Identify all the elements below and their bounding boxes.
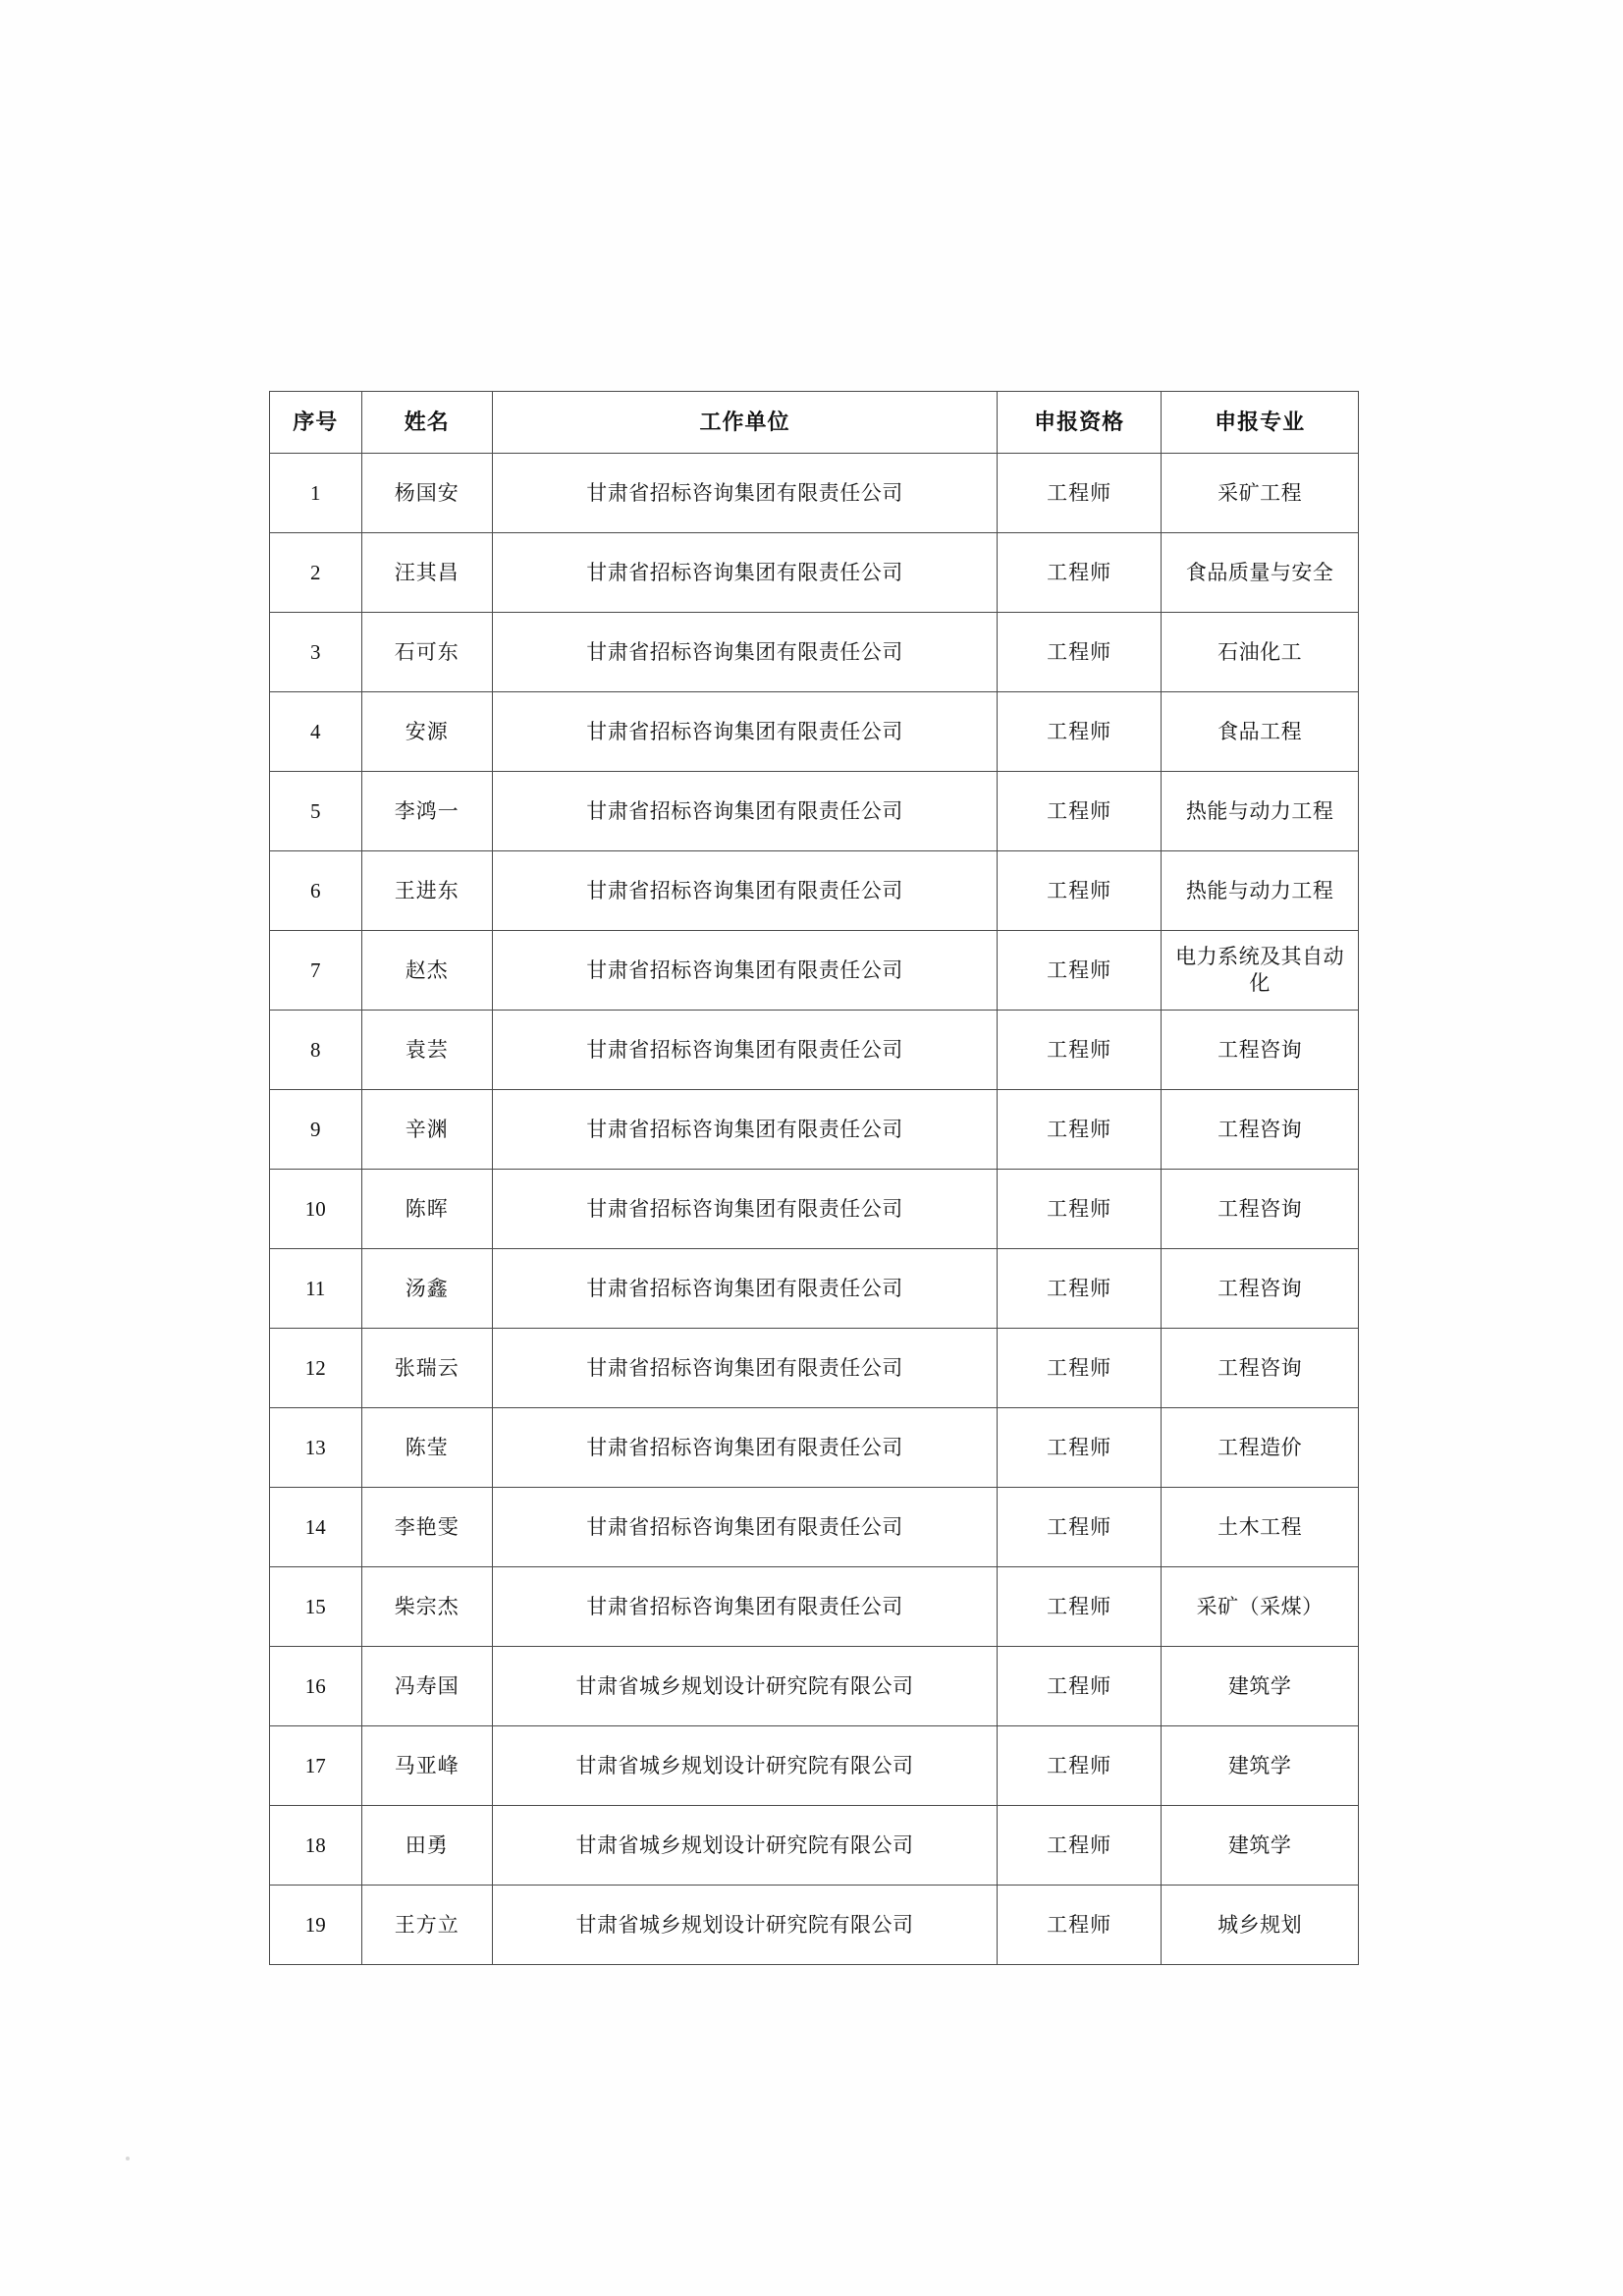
cell-major [1162,1726,1359,1806]
cell-name: 汤鑫 [361,1249,493,1329]
table-row [270,533,1359,613]
cell-major [1162,1249,1359,1329]
cell-major-text: 采矿（采煤） [1196,1594,1324,1618]
table-row [270,1567,1359,1647]
header-name: 姓名 [361,392,493,454]
cell-major [1162,851,1359,931]
cell-index: 4 [270,692,362,772]
cell-qualification: 工程师 [998,931,1162,1011]
cell-qualification: 工程师 [998,1488,1162,1567]
cell-organization: 甘肃省招标咨询集团有限责任公司 [493,1170,998,1249]
cell-major-text: 工程咨询 [1217,1355,1303,1380]
cell-name: 安源 [361,692,493,772]
cell-organization: 甘肃省城乡规划设计研究院有限公司 [493,1726,998,1806]
cell-organization: 甘肃省招标咨询集团有限责任公司 [493,1408,998,1488]
table-row [270,613,1359,692]
cell-qualification: 工程师 [998,613,1162,692]
cell-organization: 甘肃省招标咨询集团有限责任公司 [493,533,998,613]
table-row [270,1886,1359,1965]
cell-major-text: 食品质量与安全 [1185,560,1334,584]
cell-organization: 甘肃省招标咨询集团有限责任公司 [493,692,998,772]
cell-major [1162,692,1359,772]
cell-qualification: 工程师 [998,772,1162,851]
cell-organization: 甘肃省招标咨询集团有限责任公司 [493,1488,998,1567]
cell-name: 张瑞云 [361,1329,493,1408]
cell-qualification: 工程师 [998,454,1162,533]
table-row [270,1090,1359,1170]
header-index: 序号 [270,392,362,454]
table-row [270,1408,1359,1488]
cell-name: 王方立 [361,1886,493,1965]
cell-major [1162,613,1359,692]
table-row [270,1647,1359,1726]
cell-index: 13 [270,1408,362,1488]
cell-index: 18 [270,1806,362,1886]
cell-major [1162,1806,1359,1886]
cell-index: 10 [270,1170,362,1249]
cell-index: 3 [270,613,362,692]
table-row [270,1488,1359,1567]
cell-major-text: 食品工程 [1217,719,1303,743]
header-qualification: 申报资格 [998,392,1162,454]
table-row [270,931,1359,1011]
cell-name: 石可东 [361,613,493,692]
cell-qualification: 工程师 [998,1090,1162,1170]
cell-name: 王进东 [361,851,493,931]
cell-qualification: 工程师 [998,1011,1162,1090]
cell-major [1162,533,1359,613]
cell-organization: 甘肃省招标咨询集团有限责任公司 [493,1567,998,1647]
cell-major-text: 工程咨询 [1217,1196,1303,1221]
cell-qualification: 工程师 [998,1170,1162,1249]
cell-qualification: 工程师 [998,1886,1162,1965]
cell-organization: 甘肃省招标咨询集团有限责任公司 [493,613,998,692]
cell-major [1162,1488,1359,1567]
cell-major [1162,1567,1359,1647]
cell-major-text: 石油化工 [1217,639,1303,664]
cell-major-text: 土木工程 [1217,1514,1303,1539]
cell-organization: 甘肃省招标咨询集团有限责任公司 [493,1011,998,1090]
cell-major-text: 热能与动力工程 [1185,798,1334,823]
table-header [270,392,1359,454]
cell-major-text: 城乡规划 [1217,1912,1303,1937]
cell-name: 田勇 [361,1806,493,1886]
cell-major [1162,1011,1359,1090]
cell-name: 柴宗杰 [361,1567,493,1647]
roster-table [269,391,1359,1965]
cell-index: 6 [270,851,362,931]
cell-name: 赵杰 [361,931,493,1011]
cell-qualification: 工程师 [998,1647,1162,1726]
cell-organization: 甘肃省招标咨询集团有限责任公司 [493,851,998,931]
cell-qualification: 工程师 [998,1249,1162,1329]
cell-major [1162,931,1359,1011]
cell-index: 2 [270,533,362,613]
cell-major [1162,1886,1359,1965]
cell-major [1162,1170,1359,1249]
cell-organization: 甘肃省招标咨询集团有限责任公司 [493,772,998,851]
cell-index: 9 [270,1090,362,1170]
table-row [270,1011,1359,1090]
cell-index: 19 [270,1886,362,1965]
table-row [270,772,1359,851]
cell-index: 16 [270,1647,362,1726]
table-row [270,1806,1359,1886]
cell-name: 李鸿一 [361,772,493,851]
roster-table-container [269,391,1359,1965]
table-row [270,454,1359,533]
cell-index: 11 [270,1249,362,1329]
cell-qualification: 工程师 [998,1806,1162,1886]
cell-name: 马亚峰 [361,1726,493,1806]
cell-major [1162,1408,1359,1488]
cell-major [1162,1647,1359,1726]
cell-index: 7 [270,931,362,1011]
page-speck [126,2157,130,2160]
cell-name: 冯寿国 [361,1647,493,1726]
cell-qualification: 工程师 [998,1329,1162,1408]
cell-major-text: 电力系统及其自动化 [1175,944,1345,995]
cell-qualification: 工程师 [998,851,1162,931]
cell-major-text: 建筑学 [1227,1753,1292,1777]
cell-major-text: 工程造价 [1217,1435,1303,1459]
cell-name: 杨国安 [361,454,493,533]
header-major: 申报专业 [1162,392,1359,454]
cell-name: 汪其昌 [361,533,493,613]
table-row [270,1329,1359,1408]
cell-index: 14 [270,1488,362,1567]
cell-name: 陈晖 [361,1170,493,1249]
cell-organization: 甘肃省招标咨询集团有限责任公司 [493,1249,998,1329]
cell-index: 12 [270,1329,362,1408]
cell-qualification: 工程师 [998,533,1162,613]
cell-major [1162,1329,1359,1408]
cell-major [1162,772,1359,851]
cell-qualification: 工程师 [998,1726,1162,1806]
cell-major-text: 建筑学 [1227,1673,1292,1698]
table-row [270,851,1359,931]
cell-index: 1 [270,454,362,533]
table-row [270,1249,1359,1329]
cell-index: 8 [270,1011,362,1090]
table-row [270,1170,1359,1249]
cell-name: 辛渊 [361,1090,493,1170]
cell-name: 袁芸 [361,1011,493,1090]
cell-qualification: 工程师 [998,692,1162,772]
cell-index: 5 [270,772,362,851]
cell-major-text: 热能与动力工程 [1185,878,1334,902]
cell-name: 李艳雯 [361,1488,493,1567]
cell-major-text: 采矿工程 [1217,480,1303,505]
cell-index: 17 [270,1726,362,1806]
cell-organization: 甘肃省招标咨询集团有限责任公司 [493,1090,998,1170]
table-row [270,1726,1359,1806]
cell-major-text: 建筑学 [1227,1832,1292,1857]
cell-organization: 甘肃省招标咨询集团有限责任公司 [493,454,998,533]
cell-index: 15 [270,1567,362,1647]
cell-major [1162,1090,1359,1170]
cell-major-text: 工程咨询 [1217,1276,1303,1300]
cell-major-text: 工程咨询 [1217,1037,1303,1062]
cell-qualification: 工程师 [998,1567,1162,1647]
cell-major [1162,454,1359,533]
table-row [270,692,1359,772]
cell-organization: 甘肃省招标咨询集团有限责任公司 [493,931,998,1011]
cell-organization: 甘肃省城乡规划设计研究院有限公司 [493,1647,998,1726]
cell-organization: 甘肃省招标咨询集团有限责任公司 [493,1329,998,1408]
table-body [270,454,1359,1965]
cell-name: 陈莹 [361,1408,493,1488]
cell-qualification: 工程师 [998,1408,1162,1488]
cell-organization: 甘肃省城乡规划设计研究院有限公司 [493,1806,998,1886]
cell-organization: 甘肃省城乡规划设计研究院有限公司 [493,1886,998,1965]
header-organization: 工作单位 [493,392,998,454]
table-header-row [270,392,1359,454]
cell-major-text: 工程咨询 [1217,1117,1303,1141]
